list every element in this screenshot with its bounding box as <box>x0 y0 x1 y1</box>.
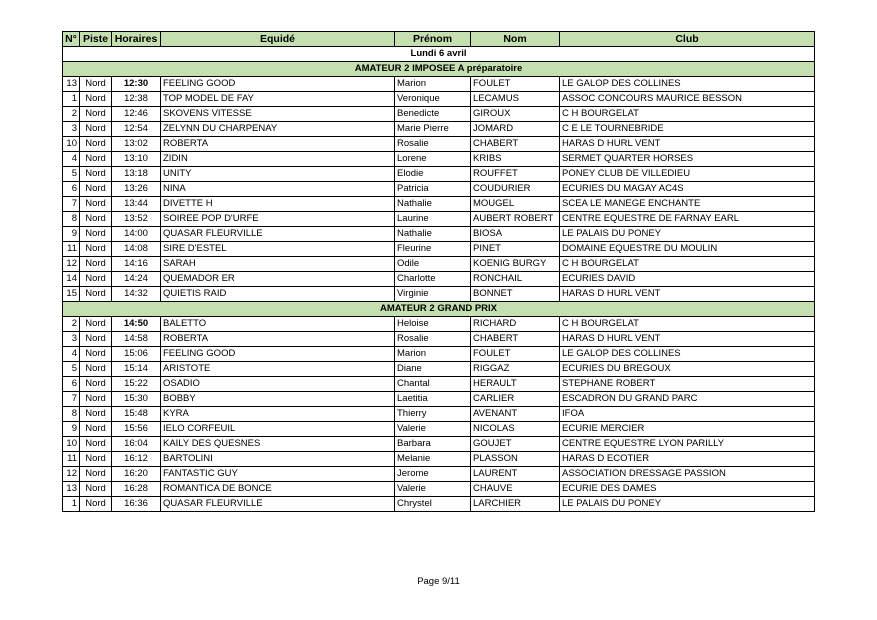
col-header-prenom: Prénom <box>395 32 471 47</box>
cell-piste: Nord <box>80 122 112 137</box>
cell-equide: OSADIO <box>161 377 395 392</box>
cell-club: LE PALAIS DU PONEY <box>560 497 815 512</box>
cell-num: 4 <box>63 152 80 167</box>
cell-time: 16:20 <box>112 467 161 482</box>
cell-prenom: Valerie <box>395 422 471 437</box>
cell-piste: Nord <box>80 197 112 212</box>
cell-time: 16:04 <box>112 437 161 452</box>
cell-prenom: Elodie <box>395 167 471 182</box>
cell-equide: QUIETIS RAID <box>161 287 395 302</box>
table-row <box>63 407 815 422</box>
table-row <box>63 497 815 512</box>
page-number: Page 9/11 <box>417 576 460 587</box>
table-row <box>63 152 815 167</box>
cell-nom: PLASSON <box>471 452 560 467</box>
cell-nom: LAURENT <box>471 467 560 482</box>
day-label: Lundi 6 avril <box>63 47 815 62</box>
table-row <box>63 122 815 137</box>
cell-prenom: Thierry <box>395 407 471 422</box>
cell-nom: AUBERT ROBERT <box>471 212 560 227</box>
cell-nom: HERAULT <box>471 377 560 392</box>
cell-prenom: Veronique <box>395 92 471 107</box>
cell-num: 6 <box>63 377 80 392</box>
cell-equide: FANTASTIC GUY <box>161 467 395 482</box>
table-row <box>63 482 815 497</box>
cell-piste: Nord <box>80 422 112 437</box>
table-row <box>63 212 815 227</box>
table-row <box>63 377 815 392</box>
cell-time: 12:54 <box>112 122 161 137</box>
cell-prenom: Patricia <box>395 182 471 197</box>
cell-piste: Nord <box>80 317 112 332</box>
cell-equide: BALETTO <box>161 317 395 332</box>
cell-club: HARAS D HURL VENT <box>560 332 815 347</box>
table-row <box>63 77 815 92</box>
cell-prenom: Nathalie <box>395 197 471 212</box>
cell-piste: Nord <box>80 137 112 152</box>
cell-piste: Nord <box>80 77 112 92</box>
cell-equide: QUASAR FLEURVILLE <box>161 227 395 242</box>
cell-num: 11 <box>63 242 80 257</box>
cell-piste: Nord <box>80 242 112 257</box>
cell-nom: RIGGAZ <box>471 362 560 377</box>
day-row <box>63 47 815 62</box>
table-row <box>63 287 815 302</box>
cell-piste: Nord <box>80 347 112 362</box>
cell-nom: KOENIG BURGY <box>471 257 560 272</box>
cell-num: 8 <box>63 407 80 422</box>
cell-time: 14:32 <box>112 287 161 302</box>
cell-prenom: Barbara <box>395 437 471 452</box>
cell-nom: PINET <box>471 242 560 257</box>
cell-time: 13:52 <box>112 212 161 227</box>
table-row <box>63 452 815 467</box>
cell-prenom: Marion <box>395 347 471 362</box>
cell-time: 14:00 <box>112 227 161 242</box>
cell-nom: RICHARD <box>471 317 560 332</box>
cell-time: 15:14 <box>112 362 161 377</box>
cell-nom: ROUFFET <box>471 167 560 182</box>
cell-nom: MOUGEL <box>471 197 560 212</box>
cell-num: 15 <box>63 287 80 302</box>
cell-equide: SIRE D'ESTEL <box>161 242 395 257</box>
cell-time: 12:38 <box>112 92 161 107</box>
cell-piste: Nord <box>80 467 112 482</box>
cell-num: 4 <box>63 347 80 362</box>
cell-prenom: Melanie <box>395 452 471 467</box>
cell-club: ECURIES DU MAGAY AC4S <box>560 182 815 197</box>
table-row <box>63 137 815 152</box>
cell-num: 1 <box>63 92 80 107</box>
section-title: AMATEUR 2 IMPOSEE A préparatoire <box>63 62 815 77</box>
cell-num: 6 <box>63 182 80 197</box>
cell-equide: SKOVENS VITESSE <box>161 107 395 122</box>
cell-time: 14:16 <box>112 257 161 272</box>
table-row <box>63 347 815 362</box>
cell-num: 1 <box>63 497 80 512</box>
cell-nom: RONCHAIL <box>471 272 560 287</box>
cell-time: 13:10 <box>112 152 161 167</box>
table-body <box>63 47 815 512</box>
table-row <box>63 422 815 437</box>
cell-num: 13 <box>63 77 80 92</box>
cell-equide: SARAH <box>161 257 395 272</box>
cell-num: 2 <box>63 107 80 122</box>
cell-equide: FEELING GOOD <box>161 77 395 92</box>
table-row <box>63 332 815 347</box>
cell-time: 15:06 <box>112 347 161 362</box>
cell-nom: NICOLAS <box>471 422 560 437</box>
cell-piste: Nord <box>80 392 112 407</box>
col-header-equide: Equidé <box>161 32 395 47</box>
cell-nom: GOUJET <box>471 437 560 452</box>
cell-prenom: Charlotte <box>395 272 471 287</box>
cell-prenom: Marie Pierre <box>395 122 471 137</box>
cell-num: 3 <box>63 332 80 347</box>
cell-nom: AVENANT <box>471 407 560 422</box>
table-row <box>63 107 815 122</box>
cell-equide: KYRA <box>161 407 395 422</box>
cell-piste: Nord <box>80 107 112 122</box>
cell-piste: Nord <box>80 182 112 197</box>
cell-club: HARAS D ECOTIER <box>560 452 815 467</box>
header-row <box>63 32 815 47</box>
cell-nom: FOULET <box>471 347 560 362</box>
cell-prenom: Diane <box>395 362 471 377</box>
cell-equide: ZIDIN <box>161 152 395 167</box>
cell-equide: TOP MODEL DE FAY <box>161 92 395 107</box>
cell-piste: Nord <box>80 362 112 377</box>
cell-club: PONEY CLUB DE VILLEDIEU <box>560 167 815 182</box>
cell-club: LE GALOP DES COLLINES <box>560 347 815 362</box>
cell-equide: SOIREE POP D'URFE <box>161 212 395 227</box>
table-row <box>63 362 815 377</box>
cell-piste: Nord <box>80 227 112 242</box>
cell-piste: Nord <box>80 332 112 347</box>
cell-num: 7 <box>63 392 80 407</box>
cell-club: ECURIE DES DAMES <box>560 482 815 497</box>
cell-nom: LECAMUS <box>471 92 560 107</box>
section-header-row <box>63 302 815 317</box>
cell-equide: QUASAR FLEURVILLE <box>161 497 395 512</box>
cell-equide: KAILY DES QUESNES <box>161 437 395 452</box>
cell-club: C H BOURGELAT <box>560 107 815 122</box>
cell-num: 7 <box>63 197 80 212</box>
cell-club: C H BOURGELAT <box>560 257 815 272</box>
cell-club: CENTRE EQUESTRE LYON PARILLY <box>560 437 815 452</box>
cell-equide: ROBERTA <box>161 332 395 347</box>
cell-equide: BARTOLINI <box>161 452 395 467</box>
cell-nom: JOMARD <box>471 122 560 137</box>
table-row <box>63 242 815 257</box>
cell-piste: Nord <box>80 272 112 287</box>
cell-piste: Nord <box>80 407 112 422</box>
cell-prenom: Rosalie <box>395 137 471 152</box>
cell-nom: CHAUVE <box>471 482 560 497</box>
cell-num: 12 <box>63 467 80 482</box>
cell-club: HARAS D HURL VENT <box>560 137 815 152</box>
cell-prenom: Marion <box>395 77 471 92</box>
schedule-table <box>62 31 815 512</box>
section-title: AMATEUR 2 GRAND PRIX <box>63 302 815 317</box>
cell-num: 11 <box>63 452 80 467</box>
cell-num: 10 <box>63 137 80 152</box>
cell-time: 15:56 <box>112 422 161 437</box>
cell-club: DOMAINE EQUESTRE DU MOULIN <box>560 242 815 257</box>
cell-prenom: Laetitia <box>395 392 471 407</box>
cell-num: 14 <box>63 272 80 287</box>
cell-club: LE GALOP DES COLLINES <box>560 77 815 92</box>
cell-equide: NINA <box>161 182 395 197</box>
table-row <box>63 467 815 482</box>
table-row <box>63 257 815 272</box>
cell-time: 15:22 <box>112 377 161 392</box>
cell-prenom: Chantal <box>395 377 471 392</box>
cell-club: STEPHANE ROBERT <box>560 377 815 392</box>
table-row <box>63 92 815 107</box>
cell-num: 10 <box>63 437 80 452</box>
cell-club: ECURIES DU BREGOUX <box>560 362 815 377</box>
cell-club: ESCADRON DU GRAND PARC <box>560 392 815 407</box>
cell-num: 2 <box>63 317 80 332</box>
cell-prenom: Laurine <box>395 212 471 227</box>
cell-num: 8 <box>63 212 80 227</box>
cell-nom: CHABERT <box>471 332 560 347</box>
cell-nom: CHABERT <box>471 137 560 152</box>
table-row <box>63 272 815 287</box>
cell-piste: Nord <box>80 452 112 467</box>
col-header-club: Club <box>560 32 815 47</box>
cell-equide: ROBERTA <box>161 137 395 152</box>
cell-nom: LARCHIER <box>471 497 560 512</box>
cell-time: 15:30 <box>112 392 161 407</box>
cell-prenom: Heloise <box>395 317 471 332</box>
cell-club: SERMET QUARTER HORSES <box>560 152 815 167</box>
cell-nom: COUDURIER <box>471 182 560 197</box>
cell-piste: Nord <box>80 92 112 107</box>
cell-num: 3 <box>63 122 80 137</box>
cell-nom: FOULET <box>471 77 560 92</box>
cell-prenom: Nathalie <box>395 227 471 242</box>
cell-nom: CARLIER <box>471 392 560 407</box>
cell-time: 14:50 <box>112 317 161 332</box>
cell-equide: DIVETTE H <box>161 197 395 212</box>
table-row <box>63 167 815 182</box>
cell-club: ASSOCIATION DRESSAGE PASSION <box>560 467 815 482</box>
table-row <box>63 197 815 212</box>
cell-piste: Nord <box>80 212 112 227</box>
cell-nom: BONNET <box>471 287 560 302</box>
table-row <box>63 437 815 452</box>
cell-club: CENTRE EQUESTRE DE FARNAY EARL <box>560 212 815 227</box>
cell-nom: BIOSA <box>471 227 560 242</box>
cell-piste: Nord <box>80 497 112 512</box>
cell-num: 13 <box>63 482 80 497</box>
cell-time: 16:36 <box>112 497 161 512</box>
cell-prenom: Fleurine <box>395 242 471 257</box>
cell-club: C E LE TOURNEBRIDE <box>560 122 815 137</box>
cell-club: HARAS D HURL VENT <box>560 287 815 302</box>
cell-equide: FEELING GOOD <box>161 347 395 362</box>
cell-num: 9 <box>63 227 80 242</box>
cell-time: 12:46 <box>112 107 161 122</box>
cell-time: 14:08 <box>112 242 161 257</box>
cell-time: 14:58 <box>112 332 161 347</box>
cell-nom: GIROUX <box>471 107 560 122</box>
cell-equide: BOBBY <box>161 392 395 407</box>
cell-equide: ROMANTICA DE BONCE <box>161 482 395 497</box>
table-row <box>63 227 815 242</box>
cell-club: ASSOC CONCOURS MAURICE BESSON <box>560 92 815 107</box>
section-header-row <box>63 62 815 77</box>
col-header-nom: Nom <box>471 32 560 47</box>
cell-time: 13:18 <box>112 167 161 182</box>
cell-piste: Nord <box>80 257 112 272</box>
cell-prenom: Rosalie <box>395 332 471 347</box>
cell-club: SCEA LE MANEGE ENCHANTE <box>560 197 815 212</box>
cell-num: 5 <box>63 362 80 377</box>
cell-equide: QUEMADOR ER <box>161 272 395 287</box>
col-header-piste: Piste <box>80 32 112 47</box>
cell-piste: Nord <box>80 377 112 392</box>
cell-equide: UNITY <box>161 167 395 182</box>
cell-prenom: Valerie <box>395 482 471 497</box>
cell-prenom: Chrystel <box>395 497 471 512</box>
cell-prenom: Lorene <box>395 152 471 167</box>
cell-num: 5 <box>63 167 80 182</box>
cell-club: C H BOURGELAT <box>560 317 815 332</box>
cell-club: LE PALAIS DU PONEY <box>560 227 815 242</box>
cell-equide: ARISTOTE <box>161 362 395 377</box>
cell-num: 9 <box>63 422 80 437</box>
cell-equide: IELO CORFEUIL <box>161 422 395 437</box>
cell-time: 12:30 <box>112 77 161 92</box>
cell-time: 16:28 <box>112 482 161 497</box>
table-row <box>63 392 815 407</box>
cell-prenom: Odile <box>395 257 471 272</box>
cell-time: 16:12 <box>112 452 161 467</box>
cell-time: 13:44 <box>112 197 161 212</box>
cell-club: IFOA <box>560 407 815 422</box>
cell-club: ECURIES DAVID <box>560 272 815 287</box>
col-header-num: N° <box>63 32 80 47</box>
cell-piste: Nord <box>80 167 112 182</box>
cell-time: 15:48 <box>112 407 161 422</box>
cell-time: 13:02 <box>112 137 161 152</box>
cell-piste: Nord <box>80 437 112 452</box>
cell-time: 13:26 <box>112 182 161 197</box>
table-row <box>63 317 815 332</box>
cell-prenom: Benedicte <box>395 107 471 122</box>
table-row <box>63 182 815 197</box>
col-header-horaires: Horaires <box>112 32 161 47</box>
cell-piste: Nord <box>80 482 112 497</box>
cell-prenom: Virginie <box>395 287 471 302</box>
cell-piste: Nord <box>80 152 112 167</box>
cell-num: 12 <box>63 257 80 272</box>
cell-equide: ZELYNN DU CHARPENAY <box>161 122 395 137</box>
cell-nom: KRIBS <box>471 152 560 167</box>
cell-club: ECURIE MERCIER <box>560 422 815 437</box>
cell-piste: Nord <box>80 287 112 302</box>
cell-prenom: Jerome <box>395 467 471 482</box>
cell-time: 14:24 <box>112 272 161 287</box>
